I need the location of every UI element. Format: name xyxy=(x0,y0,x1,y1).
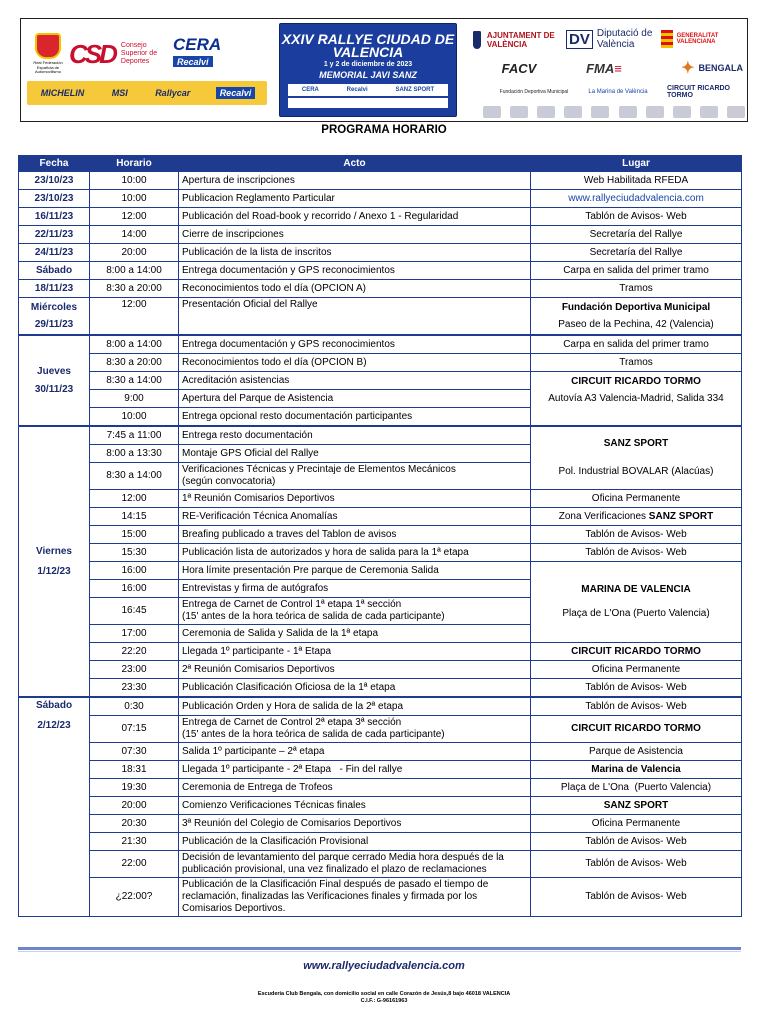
cell-horario: 07:30 xyxy=(90,743,179,761)
cell-lugar: Tablón de Avisos- Web xyxy=(531,851,742,878)
municipal-crest-icon xyxy=(591,106,609,118)
lugar-address: Autovía A3 Valencia-Madrid, Salida 334 xyxy=(548,393,724,404)
acto-line: (según convocatoria) xyxy=(182,476,276,487)
fecha-day: Sábado xyxy=(35,700,73,711)
cell-horario: 17:00 xyxy=(90,625,179,643)
cell-horario: 8:30 a 14:00 xyxy=(90,372,179,390)
cell-lugar: Parque de Asistencia xyxy=(531,743,742,761)
col-header-acto: Acto xyxy=(179,156,531,172)
table-row xyxy=(19,544,742,562)
col-header-horario: Horario xyxy=(90,156,179,172)
facv-logo: FACV xyxy=(501,60,537,76)
acto-line: (15' antes de la hora teórica de salida de cada participante) xyxy=(182,729,445,740)
cell-lugar: Tramos xyxy=(531,354,742,372)
cell-fecha: 23/10/23 xyxy=(19,190,90,208)
generalitat-text: GENERALITAT VALENCIANA xyxy=(676,33,719,45)
cell-lugar: Marina de Valencia xyxy=(531,761,742,779)
cell-fecha: 23/10/23 xyxy=(19,172,90,190)
footer-legal xyxy=(0,991,768,1005)
cell-lugar: Tablón de Avisos- Web xyxy=(531,679,742,698)
cell-fecha xyxy=(19,426,90,697)
cell-horario: 22:00 xyxy=(90,851,179,878)
cell-horario: 0:30 xyxy=(90,697,179,716)
cell-horario: 10:00 xyxy=(90,408,179,427)
cell-acto: Entrega documentación y GPS reconocimientos xyxy=(179,262,531,280)
table-row xyxy=(19,526,742,544)
cell-lugar: Secretaría del Rallye xyxy=(531,226,742,244)
cell-lugar: Tramos xyxy=(531,280,742,298)
table-row xyxy=(19,815,742,833)
cell-fecha: 22/11/23 xyxy=(19,226,90,244)
fecha-date: 1/12/23 xyxy=(37,565,71,577)
cell-fecha: Sábado xyxy=(19,262,90,280)
star-icon: ✦ xyxy=(681,60,695,77)
cell-horario: 22:20 xyxy=(90,643,179,661)
table-row xyxy=(19,661,742,679)
lugar-title: CIRCUIT RICARDO TORMO xyxy=(571,376,701,387)
sponsor-bar xyxy=(27,81,267,105)
table-row xyxy=(19,335,742,354)
dv-mark-icon: DV xyxy=(566,30,593,49)
col-header-fecha: Fecha xyxy=(19,156,90,172)
cell-acto: Presentación Oficial del Rallye xyxy=(179,298,531,336)
cell-acto xyxy=(179,463,531,490)
csd-mark-icon: CSD xyxy=(69,38,115,69)
cell-horario: 14:15 xyxy=(90,508,179,526)
cell-lugar xyxy=(531,190,742,208)
cell-horario: 8:00 a 13:30 xyxy=(90,445,179,463)
cell-lugar: Tablón de Avisos- Web xyxy=(531,208,742,226)
cell-fecha xyxy=(19,298,90,336)
footer-divider xyxy=(18,947,741,950)
footer-website-link[interactable]: www.rallyeciudadvalencia.com xyxy=(303,960,465,972)
cell-horario: 14:00 xyxy=(90,226,179,244)
cell-acto: Publicación del Road-book y recorrido / Anexo 1 - Regularidad xyxy=(179,208,531,226)
cell-horario: 12:00 xyxy=(90,490,179,508)
circuit-logo: CIRCUIT RICARDO TORMO xyxy=(667,85,730,99)
municipal-logos xyxy=(483,105,745,119)
fecha-day: Jueves xyxy=(37,365,71,377)
poster-dates: 1 y 2 de diciembre de 2023 xyxy=(323,60,413,68)
cell-fecha xyxy=(19,335,90,426)
cell-horario: 10:00 xyxy=(90,172,179,190)
table-row xyxy=(19,878,742,917)
cell-lugar: SANZ SPORT xyxy=(531,797,742,815)
cell-horario: 23:00 xyxy=(90,661,179,679)
cera-logo xyxy=(173,35,268,67)
cell-acto: Publicación de la Clasificación Final después de pasado el tiempo de reclamación, finalizadas las Verificaciones finales y firmada por los Comisarios Deportivos. xyxy=(179,878,531,917)
cell-acto: Publicación lista de autorizados y hora de salida para la 1ª etapa xyxy=(179,544,531,562)
table-row xyxy=(19,208,742,226)
cell-acto: Publicación de la Clasificación Provisional xyxy=(179,833,531,851)
cell-horario: 8:30 a 20:00 xyxy=(90,280,179,298)
cell-lugar: Tablón de Avisos- Web xyxy=(531,544,742,562)
cell-horario: 16:00 xyxy=(90,580,179,598)
rfeda-caption: Real Federación Española de Automovilismo xyxy=(33,60,63,75)
poster-sponsor-strip xyxy=(288,84,448,96)
table-row xyxy=(19,354,742,372)
table-row xyxy=(19,779,742,797)
cell-acto: Hora límite presentación Pre parque de Ceremonia Salida xyxy=(179,562,531,580)
cell-acto xyxy=(179,598,531,625)
generalitat-logo xyxy=(661,25,745,53)
schedule-table xyxy=(18,155,742,917)
fma-logo xyxy=(569,57,639,79)
rallycar-logo: Rallycar xyxy=(155,88,191,98)
cell-acto: Llegada 1º participante - 2ª Etapa - Fin del rallye xyxy=(179,761,531,779)
cell-fecha: 16/11/23 xyxy=(19,208,90,226)
table-row xyxy=(19,280,742,298)
lugar-title: Fundación Deportiva Municipal xyxy=(561,302,711,313)
cell-lugar: Carpa en salida del primer tramo xyxy=(531,335,742,354)
cell-acto: Decisión de levantamiento del parque cerrado Media hora después de la publicación provisional, una vez finalizado el plazo de reclamaciones xyxy=(179,851,531,878)
cell-acto: Comienzo Verificaciones Técnicas finales xyxy=(179,797,531,815)
cell-horario: 8:00 a 14:00 xyxy=(90,262,179,280)
bengala-logo xyxy=(649,55,743,81)
cell-acto: Cierre de inscripciones xyxy=(179,226,531,244)
cell-horario: 20:00 xyxy=(90,244,179,262)
table-row xyxy=(19,172,742,190)
diputacio-logo xyxy=(566,25,656,53)
cell-lugar: Web Habilitada RFEDA xyxy=(531,172,742,190)
cell-horario: 18:31 xyxy=(90,761,179,779)
cell-lugar xyxy=(531,426,742,490)
cell-acto: Reconocimientos todo el día (OPCION B) xyxy=(179,354,531,372)
table-row xyxy=(19,262,742,280)
cell-horario: ¿22:00? xyxy=(90,878,179,917)
table-row xyxy=(19,697,742,716)
table-row xyxy=(19,679,742,698)
fma-stripes-icon: ≡ xyxy=(614,60,622,76)
cell-acto: 2ª Reunión Comisarios Deportivos xyxy=(179,661,531,679)
cell-lugar: Oficina Permanente xyxy=(531,815,742,833)
cell-acto: Breafing publicado a traves del Tablon de avisos xyxy=(179,526,531,544)
cell-acto: 1ª Reunión Comisarios Deportivos xyxy=(179,490,531,508)
legal-cif: C.I.F.: G-96161963 xyxy=(360,998,408,1004)
legal-address: Escudería Club Bengala, con domicilio social en calle Corazón de Jesús,8 bajo 46018 VALENCIA xyxy=(257,991,511,997)
cell-acto: Entrega resto documentación xyxy=(179,426,531,445)
acto-line: Entrega de Carnet de Control 1ª etapa 1ª sección xyxy=(182,599,402,610)
lugar-address: Paseo de la Pechina, 42 (Valencia) xyxy=(558,319,714,330)
sponsor-header xyxy=(20,18,748,122)
cell-horario: 20:00 xyxy=(90,797,179,815)
lugar-title: MARINA DE VALENCIA xyxy=(581,584,691,595)
cell-lugar: CIRCUIT RICARDO TORMO xyxy=(531,716,742,743)
fecha-day: Miércoles xyxy=(30,302,78,313)
table-header-row xyxy=(19,156,742,172)
cell-horario: 21:30 xyxy=(90,833,179,851)
crest-icon xyxy=(473,31,481,49)
cell-acto: Entrega opcional resto documentación participantes xyxy=(179,408,531,427)
table-row xyxy=(19,761,742,779)
cell-horario: 10:00 xyxy=(90,190,179,208)
cell-lugar: Carpa en salida del primer tramo xyxy=(531,262,742,280)
table-row xyxy=(19,797,742,815)
ayuntamiento-text: AJUNTAMENT DE VALÈNCIA xyxy=(486,31,555,49)
cell-horario: 8:00 a 14:00 xyxy=(90,335,179,354)
cell-fecha: 18/11/23 xyxy=(19,280,90,298)
table-row xyxy=(19,562,742,580)
cell-lugar: Secretaría del Rallye xyxy=(531,244,742,262)
cera-text: CERA xyxy=(173,35,222,54)
cell-horario: 7:45 a 11:00 xyxy=(90,426,179,445)
cell-acto: Llegada 1º participante - 1ª Etapa xyxy=(179,643,531,661)
cell-acto: Publicación de la lista de inscritos xyxy=(179,244,531,262)
cell-lugar: Tablón de Avisos- Web xyxy=(531,878,742,917)
website-link[interactable]: www.rallyeciudadvalencia.com xyxy=(568,192,704,204)
municipal-crest-icon xyxy=(727,106,745,118)
cell-lugar xyxy=(531,298,742,336)
poster-sponsor: CERA xyxy=(301,86,319,93)
cell-horario: 12:00 xyxy=(90,208,179,226)
cell-acto: Apertura de inscripciones xyxy=(179,172,531,190)
poster-sponsor-strip-2 xyxy=(288,98,448,108)
table-row xyxy=(19,190,742,208)
cell-acto: RE-Verificación Técnica Anomalías xyxy=(179,508,531,526)
cell-horario: 07:15 xyxy=(90,716,179,743)
flag-icon xyxy=(661,30,673,48)
bengala-text: BENGALA xyxy=(698,63,743,73)
acto-line: Verificaciones Técnicas y Precintaje de Elementos Mecánicos xyxy=(182,464,456,475)
cell-horario: 15:30 xyxy=(90,544,179,562)
fecha-date: 2/12/23 xyxy=(37,720,71,731)
table-row xyxy=(19,226,742,244)
table-row xyxy=(19,743,742,761)
poster-title: XXIV RALLYE CIUDAD DE VALENCIA xyxy=(281,30,455,60)
municipal-crest-icon xyxy=(564,106,582,118)
cell-lugar: Oficina Permanente xyxy=(531,661,742,679)
lugar-address: Plaça de L'Ona (Puerto Valencia) xyxy=(562,608,710,619)
recalvi-text: Recalvi xyxy=(173,56,213,68)
municipal-crest-icon xyxy=(619,106,637,118)
table-row xyxy=(19,490,742,508)
msi-logo: MSI xyxy=(111,88,128,98)
cell-lugar: Tablón de Avisos- Web xyxy=(531,526,742,544)
cell-lugar: Tablón de Avisos- Web xyxy=(531,697,742,716)
cell-horario: 16:00 xyxy=(90,562,179,580)
cell-acto: Acreditación asistencias xyxy=(179,372,531,390)
cell-horario: 16:45 xyxy=(90,598,179,625)
cell-lugar: Oficina Permanente xyxy=(531,490,742,508)
poster-sponsor: SANZ SPORT xyxy=(395,86,435,93)
recalvi-logo: Recalvi xyxy=(216,87,256,99)
cell-horario: 8:30 a 14:00 xyxy=(90,463,179,490)
table-row xyxy=(19,643,742,661)
acto-line: (15' antes de la hora teórica de salida de cada participante) xyxy=(182,611,445,622)
cell-acto: Montaje GPS Oficial del Rallye xyxy=(179,445,531,463)
table-row xyxy=(19,851,742,878)
cell-horario: 9:00 xyxy=(90,390,179,408)
cell-acto: Publicacion Reglamento Particular xyxy=(179,190,531,208)
cell-lugar xyxy=(531,508,742,526)
municipal-crest-icon xyxy=(700,106,718,118)
fecha-date: 30/11/23 xyxy=(34,383,74,395)
cell-acto xyxy=(179,716,531,743)
cell-acto: Publicación Orden y Hora de salida de la 2ª etapa xyxy=(179,697,531,716)
cell-horario: 23:30 xyxy=(90,679,179,698)
table-row xyxy=(19,372,742,390)
lugar-address: Pol. Industrial BOVALAR (Alacúas) xyxy=(558,466,714,477)
municipal-crest-icon xyxy=(483,106,501,118)
cell-lugar: Tablón de Avisos- Web xyxy=(531,833,742,851)
cell-acto: Salida 1º participante – 2ª etapa xyxy=(179,743,531,761)
col-header-lugar: Lugar xyxy=(531,156,742,172)
cell-fecha xyxy=(19,697,90,917)
cell-fecha: 24/11/23 xyxy=(19,244,90,262)
table-row xyxy=(19,426,742,445)
table-row xyxy=(19,298,742,336)
cell-acto: Entrevistas y firma de autógrafos xyxy=(179,580,531,598)
municipal-crest-icon xyxy=(646,106,664,118)
rfeda-logo xyxy=(31,33,65,75)
acto-line: Entrega de Carnet de Control 2ª etapa 3ª sección xyxy=(182,717,402,728)
cell-acto: Ceremonia de Entrega de Trofeos xyxy=(179,779,531,797)
municipal-crest-icon xyxy=(537,106,555,118)
fdm-logo: Fundación Deportiva Municipal xyxy=(499,89,569,95)
cell-horario: 20:30 xyxy=(90,815,179,833)
table-row xyxy=(19,508,742,526)
municipal-crest-icon xyxy=(510,106,528,118)
csd-text: Consejo Superior de Deportes xyxy=(120,42,158,65)
rfeda-shield-icon xyxy=(35,33,61,59)
lugar-title: SANZ SPORT xyxy=(603,438,669,449)
page-title: PROGRAMA HORARIO xyxy=(321,124,447,136)
cell-horario: 19:30 xyxy=(90,779,179,797)
fecha-date: 29/11/23 xyxy=(34,319,74,330)
diputacio-text: Diputació de València xyxy=(596,28,653,50)
cell-acto: Ceremonia de Salida y Salida de la 1ª etapa xyxy=(179,625,531,643)
footer-divider-light xyxy=(18,951,741,952)
cell-acto: Apertura del Parque de Asistencia xyxy=(179,390,531,408)
marina-logo: La Marina de València xyxy=(588,89,648,95)
table-row xyxy=(19,833,742,851)
cell-lugar: CIRCUIT RICARDO TORMO xyxy=(531,643,742,661)
lugar-text: Zona Verificaciones xyxy=(558,510,649,522)
michelin-logo: MICHELIN xyxy=(40,88,85,98)
fma-text: FMA xyxy=(586,60,615,76)
lugar-bold: SANZ SPORT xyxy=(648,510,714,522)
cell-acto: Reconocimientos todo el día (OPCION A) xyxy=(179,280,531,298)
poster-sponsor: Recalvi xyxy=(346,86,368,93)
cell-horario: 15:00 xyxy=(90,526,179,544)
cell-lugar: Plaça de L'Ona (Puerto Valencia) xyxy=(531,779,742,797)
ayuntamiento-logo xyxy=(473,27,559,53)
municipal-crest-icon xyxy=(673,106,691,118)
csd-logo xyxy=(69,35,159,73)
table-row xyxy=(19,716,742,743)
fecha-day: Viernes xyxy=(36,545,72,557)
cell-acto: 3ª Reunión del Colegio de Comisarios Deportivos xyxy=(179,815,531,833)
cell-acto: Publicación Clasificación Oficiosa de la 1ª etapa xyxy=(179,679,531,698)
cell-horario: 8:30 a 20:00 xyxy=(90,354,179,372)
cell-acto: Entrega documentación y GPS reconocimientos xyxy=(179,335,531,354)
cell-horario: 12:00 xyxy=(90,298,179,336)
rally-poster-logo xyxy=(279,23,457,117)
poster-memorial: MEMORIAL JAVI SANZ xyxy=(319,69,417,80)
cell-lugar xyxy=(531,562,742,643)
table-row xyxy=(19,244,742,262)
cell-lugar xyxy=(531,372,742,427)
